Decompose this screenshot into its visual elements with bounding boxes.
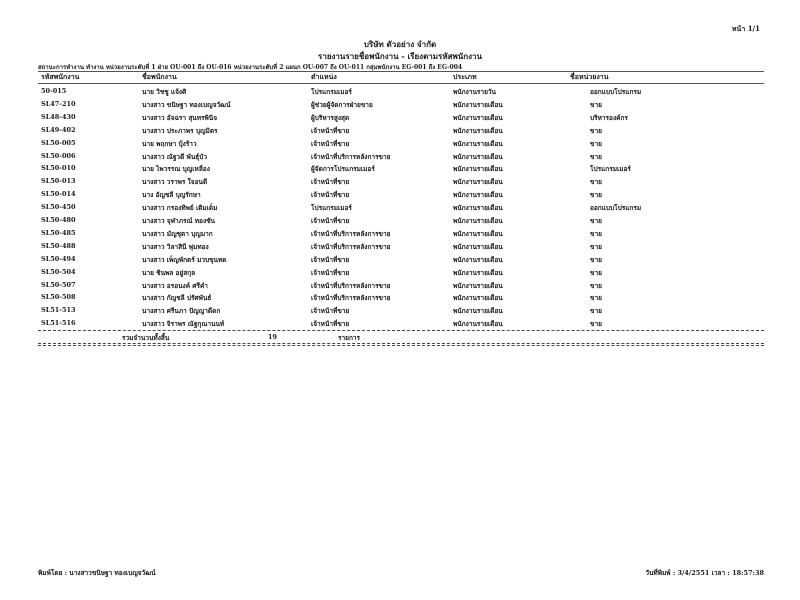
employee-name: นาย ชินพล อยู่สกุล [142,268,196,277]
total-count: 19 [268,333,278,341]
employee-type: พนักงานรายเดือน [453,255,503,264]
employee-unit: ขาย [590,178,602,187]
employee-id: SL50-508 [41,293,76,302]
employee-position: เจ้าหน้าที่ขาย [311,320,350,329]
table-row [0,175,800,187]
employee-name: นางสาว เพ็ญพักตร์ มวบขุนทด [142,255,227,264]
employee-type: พนักงานรายเดือน [453,320,503,329]
report-criteria: สถานะการทำงาน ทำงาน หน่วยงานระดับที่ 1 ฝ่าย OU-001 ถึง OU-016 หน่วยงานระดับที่ 2 แผนก OU-007 ถึง OU-011 กลุ่มพนักงาน EG-001 ถึง EG-004 [38,64,463,71]
employee-type: พนักงานรายเดือน [453,178,503,187]
employee-type: พนักงานรายเดือน [453,281,503,290]
employee-id: SL48-430 [41,112,76,121]
employee-type: พนักงานรายเดือน [453,242,503,251]
employee-unit: ขาย [590,100,602,109]
employee-name: นางสาว ขนิษฐา ทองเบญจวัฒน์ [142,100,231,109]
employee-unit: ขาย [590,229,602,238]
table-row [0,214,800,226]
employee-id: SL50-005 [41,138,76,147]
employee-position: โปรแกรมเมอร์ [311,204,352,213]
employee-name: นางสาว จิราพร ณัฐกุณานนท์ [142,320,225,329]
report-title: รายงานรายชื่อพนักงาน - เรียงตามรหัสพนักงาน [318,51,482,61]
employee-name: นางสาว จุฬาภรณ์ ทองชัน [142,217,215,225]
employee-unit: ขาย [590,281,602,290]
employee-id: SL50-013 [41,177,76,186]
employee-position: เจ้าหน้าที่บริการหลังการขาย [311,152,391,161]
employee-unit: ขาย [590,217,602,225]
employee-id: SL51-513 [41,306,76,315]
employee-unit: ขาย [590,191,602,200]
table-row [0,279,800,291]
employee-type: พนักงานรายเดือน [453,165,503,174]
table-row [0,124,800,136]
total-bottom-rule [38,343,764,344]
employee-name: นางสาว วราพร ใจอนดี [142,178,208,187]
table-row [0,240,800,252]
employee-id: SL47-210 [41,99,76,108]
employee-type: พนักงานรายเดือน [453,204,503,213]
column-header-id: รหัสพนักงาน [41,72,80,81]
table-row [0,253,800,265]
employee-name: นางสาว วิลาสินี พุ่มทอง [142,242,209,251]
employee-unit: โปรแกรมเมอร์ [590,165,631,174]
employee-name: นาย ไพวรรณ บุญเหลือง [142,165,210,174]
employee-position: เจ้าหน้าที่ขาย [311,217,350,225]
table-row [0,291,800,303]
employee-unit: ขาย [590,320,602,329]
employee-type: พนักงานรายเดือน [453,229,503,238]
employee-name: นาย พฤกษา บุ้งร้าว [142,139,197,148]
employee-id: 50-015 [41,87,67,95]
table-row [0,162,800,174]
employee-name: นางสาว มัญชุตา บุญมาก [142,229,213,238]
employee-type: พนักงานรายเดือน [453,268,503,277]
employee-id: SL49-402 [41,125,76,134]
table-row [0,317,800,329]
column-header-name: ชื่อพนักงาน [142,72,177,81]
employee-unit: ออกแบบโปรแกรม [590,88,642,96]
employee-position: เจ้าหน้าที่บริการหลังการขาย [311,229,391,238]
employee-name: นาง อัญชลี บุญรักษา [142,191,201,200]
total-bottom-rule-2 [38,345,764,346]
table-row [0,85,800,97]
employee-name: นางสาว กรองทิพย์ เติมเต็ม [142,204,218,213]
employee-type: พนักงานรายวัน [453,88,496,96]
employee-unit: ขาย [590,139,602,148]
printed-by: พิมพ์โดย : นางสาวขนิษฐา ทองเบญจวัฒน์ [38,569,156,577]
employee-position: เจ้าหน้าที่ขาย [311,139,350,148]
employee-id: SL50-488 [41,241,76,250]
table-row [0,201,800,213]
employee-type: พนักงานรายเดือน [453,139,503,148]
employee-position: โปรแกรมเมอร์ [311,88,352,96]
table-row [0,137,800,149]
total-unit: รายการ [338,334,361,342]
table-row [0,304,800,316]
employee-id: SL50-010 [41,164,76,173]
employee-position: เจ้าหน้าที่ขาย [311,126,350,135]
employee-type: พนักงานรายเดือน [453,100,503,109]
employee-name: นางสาว กัญชลี ปรัศพันธ์ [142,294,212,303]
employee-position: เจ้าหน้าที่บริการหลังการขาย [311,281,391,290]
employee-position: เจ้าหน้าที่ขาย [311,178,350,187]
employee-type: พนักงานรายเดือน [453,307,503,316]
employee-type: พนักงานรายเดือน [453,126,503,135]
employee-name: นาย วิชชู แจ้งศิ [142,88,187,96]
employee-position: เจ้าหน้าที่บริการหลังการขาย [311,294,391,303]
page-number: หน้า 1/1 [731,24,760,33]
employee-unit: ขาย [590,255,602,264]
employee-type: พนักงานรายเดือน [453,294,503,303]
employee-unit: ขาย [590,242,602,251]
employee-name: นางสาว อรอนงค์ ศรีคำ [142,281,208,290]
total-label: รวมจำนวนทั้งสิ้น [122,334,170,342]
total-top-rule [38,330,764,331]
table-row [0,188,800,200]
employee-id: SL50-485 [41,228,76,237]
employee-unit: ขาย [590,307,602,316]
column-header-position: ตำแหน่ง [311,72,337,81]
employee-name: นางสาว อัจฉรา สุนทรพินิจ [142,113,218,122]
employee-name: นางสาว ศรีนภา ปัญญาดีดก [142,307,221,316]
employee-id: SL50-450 [41,203,76,212]
employee-position: ผู้บริหารสูงสุด [311,113,350,122]
table-row [0,150,800,162]
table-row [0,266,800,278]
employee-name: นางสาว ณัฐวดี พันธุ์บัว [142,152,208,161]
employee-position: เจ้าหน้าที่ขาย [311,191,350,200]
employee-id: SL50-504 [41,267,76,276]
employee-position: ผู้ช่วยผู้จัดการฝ่ายขาย [311,100,373,109]
table-row [0,98,800,110]
company-name: บริษัท ตัวอย่าง จำกัด [363,39,437,49]
employee-unit: ขาย [590,152,602,161]
printed-at: วันที่พิมพ์ : 3/4/2551 เวลา : 18:57:38 [645,569,764,577]
employee-id: SL51-516 [41,319,76,328]
employee-position: เจ้าหน้าที่ขาย [311,255,350,264]
employee-unit: ขาย [590,294,602,303]
employee-id: SL50-507 [41,280,76,289]
header-bottom-rule [38,83,764,84]
employee-position: เจ้าหน้าที่ขาย [311,268,350,277]
employee-id: SL50-006 [41,151,76,160]
employee-type: พนักงานรายเดือน [453,113,503,122]
employee-unit: ขาย [590,268,602,277]
employee-id: SL50-014 [41,190,76,199]
employee-type: พนักงานรายเดือน [453,152,503,161]
employee-id: SL50-480 [41,216,76,224]
employee-unit: บริหารองค์กร [590,113,628,122]
table-row [0,227,800,239]
column-header-type: ประเภท [453,72,477,81]
employee-unit: ขาย [590,126,602,135]
employee-position: เจ้าหน้าที่ขาย [311,307,350,316]
employee-type: พนักงานรายเดือน [453,217,503,225]
employee-unit: ออกแบบโปรแกรม [590,204,642,213]
table-row [0,111,800,123]
column-header-unit: ชื่อหน่วยงาน [570,72,609,81]
employee-name: นางสาว ประภาพร บุญมิตร [142,126,218,135]
employee-position: เจ้าหน้าที่บริการหลังการขาย [311,242,391,251]
employee-id: SL50-494 [41,254,76,263]
employee-type: พนักงานรายเดือน [453,191,503,200]
employee-position: ผู้จัดการโปรแกรมเมอร์ [311,165,375,174]
